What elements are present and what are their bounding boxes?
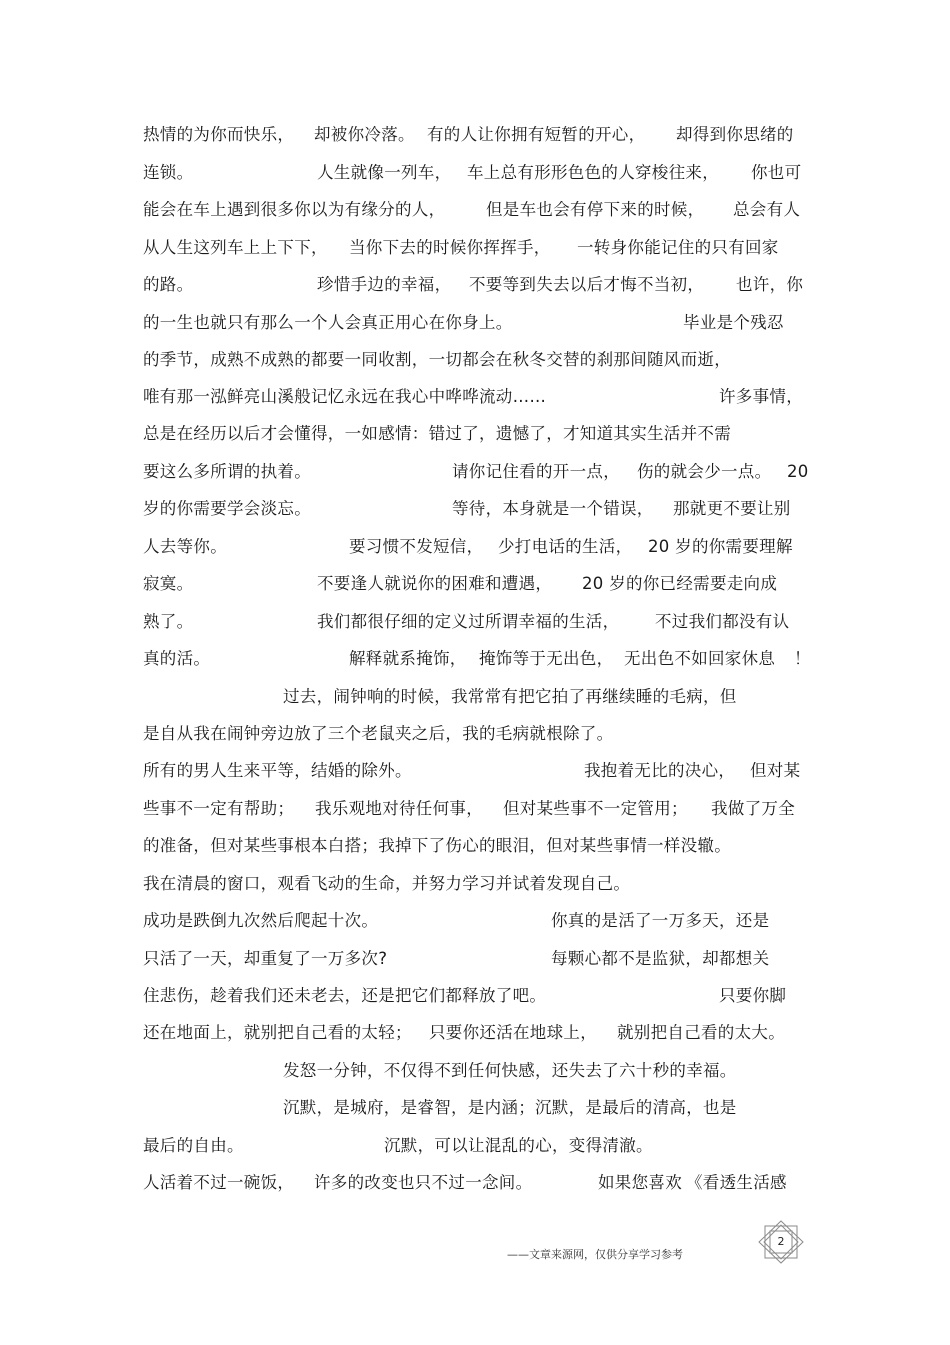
text-segment: 毕业是个残忍 bbox=[683, 313, 784, 332]
text-segment: 的季节，成熟不成熟的都要一同收割，一切都会在秋冬交替的刹那间随风而逝， bbox=[143, 350, 731, 369]
text-segment: 却被你冷落。 bbox=[314, 125, 415, 144]
text-line bbox=[0, 833, 950, 859]
text-segment: 车上总有形形色色的人穿梭往来， bbox=[467, 163, 719, 182]
text-segment: 沉默，可以让混乱的心，变得清澈。 bbox=[384, 1136, 653, 1155]
text-segment: 的准备，但对某些事根本白搭；我掉下了伤心的眼泪，但对某些事情一样没辙。 bbox=[143, 836, 731, 855]
text-segment: 从人生这列车上上下下， bbox=[143, 238, 328, 257]
text-line bbox=[0, 197, 950, 223]
text-segment: 最后的自由。 bbox=[143, 1136, 244, 1155]
text-segment: 唯有那一泓鲜亮山溪般记忆永远在我心中哗哗流动…… bbox=[143, 387, 547, 406]
text-segment: 总是在经历以后才会懂得，一如感情：错过了，遗憾了，才知道其实生活并不需 bbox=[143, 424, 731, 443]
text-segment: 伤的就会少一点。 bbox=[637, 462, 772, 481]
text-segment: 只要你脚 bbox=[719, 986, 787, 1005]
text-segment: 但是车也会有停下来的时候， bbox=[486, 200, 705, 219]
text-segment: 当你下去的时候你挥挥手， bbox=[349, 238, 551, 257]
text-segment: 不要等到失去以后才悔不当初， bbox=[469, 275, 705, 294]
text-segment: 等待，本身就是一个错误， bbox=[452, 499, 654, 518]
text-segment: 如果您喜欢 bbox=[598, 1173, 682, 1192]
text-segment: 20 岁的你需要理解 bbox=[648, 537, 793, 556]
text-segment: 你也可 bbox=[751, 163, 802, 182]
text-segment: 你真的是活了一万多天，还是 bbox=[551, 911, 770, 930]
text-segment: ！ bbox=[794, 649, 811, 668]
text-segment: 珍惜手边的幸福， bbox=[317, 275, 452, 294]
text-line bbox=[0, 160, 950, 186]
text-line bbox=[0, 871, 950, 897]
text-line bbox=[0, 1133, 950, 1159]
text-line bbox=[0, 235, 950, 261]
text-segment: 过去，闹钟响的时候，我常常有把它拍了再继续睡的毛病，但 bbox=[283, 687, 737, 706]
text-segment: 沉默，是城府，是睿智，是内涵；沉默，是最后的清高，也是 bbox=[283, 1098, 737, 1117]
text-line bbox=[0, 646, 950, 672]
text-segment: 我抱着无比的决心， bbox=[584, 761, 736, 780]
text-segment: 但对某 bbox=[750, 761, 801, 780]
text-line bbox=[0, 384, 950, 410]
text-line bbox=[0, 310, 950, 336]
text-line bbox=[0, 946, 950, 972]
text-segment: 解释就系掩饰， bbox=[349, 649, 467, 668]
text-segment: 《看透生活感 bbox=[686, 1173, 787, 1192]
text-line bbox=[0, 571, 950, 597]
text-segment: 许多的改变也只不过一念间。 bbox=[314, 1173, 533, 1192]
text-segment: 总会有人 bbox=[733, 200, 801, 219]
text-line bbox=[0, 721, 950, 747]
text-segment: 真的活。 bbox=[143, 649, 211, 668]
text-line bbox=[0, 496, 950, 522]
text-segment: 许多事情， bbox=[719, 387, 803, 406]
text-line bbox=[0, 796, 950, 822]
text-segment: 我在清晨的窗口，观看飞动的生命，并努力学习并试着发现自己。 bbox=[143, 874, 631, 893]
text-line bbox=[0, 122, 950, 148]
text-line bbox=[0, 347, 950, 373]
text-segment: 人去等你。 bbox=[143, 537, 227, 556]
text-segment: 20 bbox=[787, 462, 809, 481]
footer-note: ——文章来源网，仅供分享学习参考 bbox=[507, 1248, 683, 1261]
text-segment: 我乐观地对待任何事， bbox=[315, 799, 483, 818]
page-number: 2 bbox=[777, 1235, 785, 1248]
text-line bbox=[0, 908, 950, 934]
text-segment: 掩饰等于无出色， bbox=[479, 649, 614, 668]
text-segment: 的路。 bbox=[143, 275, 194, 294]
text-segment: 无出色不如回家休息 bbox=[624, 649, 776, 668]
text-segment: 每颗心都不是监狱，却都想关 bbox=[551, 949, 770, 968]
text-segment: 有的人让你拥有短暂的开心， bbox=[427, 125, 646, 144]
text-segment: 请你记住看的开一点， bbox=[452, 462, 620, 481]
text-segment: 些事不一定有帮助； bbox=[143, 799, 295, 818]
text-line bbox=[0, 1058, 950, 1084]
text-segment: 只要你还活在地球上， bbox=[429, 1023, 597, 1042]
text-segment: 却得到你思绪的 bbox=[676, 125, 794, 144]
text-line bbox=[0, 1020, 950, 1046]
text-segment: 岁的你需要学会淡忘。 bbox=[143, 499, 311, 518]
text-segment: 能会在车上遇到很多你以为有缘分的人， bbox=[143, 200, 446, 219]
text-segment: 少打电话的生活， bbox=[498, 537, 633, 556]
text-line bbox=[0, 421, 950, 447]
text-line bbox=[0, 758, 950, 784]
text-segment: 成功是跌倒九次然后爬起十次。 bbox=[143, 911, 379, 930]
text-segment: 热情的为你而快乐， bbox=[143, 125, 295, 144]
text-segment: 的一生也就只有那么一个人会真正用心在你身上。 bbox=[143, 313, 513, 332]
text-segment: 住悲伤，趁着我们还未老去，还是把它们都释放了吧。 bbox=[143, 986, 547, 1005]
text-segment: 但对某些事不一定管用； bbox=[503, 799, 688, 818]
text-segment: 不过我们都没有认 bbox=[655, 612, 790, 631]
text-segment: 我做了万全 bbox=[711, 799, 795, 818]
text-segment: 连锁。 bbox=[143, 163, 194, 182]
text-line bbox=[0, 272, 950, 298]
text-segment: 那就更不要让别 bbox=[673, 499, 791, 518]
text-segment: 一转身你能记住的只有回家 bbox=[577, 238, 779, 257]
text-segment: 还在地面上，就别把自己看的太轻； bbox=[143, 1023, 412, 1042]
text-segment: 寂寞。 bbox=[143, 574, 194, 593]
text-segment: 也许，你 bbox=[736, 275, 804, 294]
text-line bbox=[0, 459, 950, 485]
text-segment: 要习惯不发短信， bbox=[349, 537, 484, 556]
text-line bbox=[0, 983, 950, 1009]
text-segment: 不要逢人就说你的困难和遭遇， bbox=[317, 574, 553, 593]
text-segment: 所有的男人生来平等，结婚的除外。 bbox=[143, 761, 412, 780]
page-number-badge bbox=[757, 1220, 805, 1264]
text-segment: 20 岁的你已经需要走向成 bbox=[582, 574, 778, 593]
text-segment: 我们都很仔细的定义过所谓幸福的生活， bbox=[317, 612, 620, 631]
text-segment: 熟了。 bbox=[143, 612, 194, 631]
text-segment: 就别把自己看的太大。 bbox=[617, 1023, 785, 1042]
text-line bbox=[0, 684, 950, 710]
text-line bbox=[0, 1095, 950, 1121]
text-line bbox=[0, 609, 950, 635]
text-line bbox=[0, 534, 950, 560]
text-segment: 发怒一分钟，不仅得不到任何快感，还失去了六十秒的幸福。 bbox=[283, 1061, 737, 1080]
text-segment: 只活了一天，却重复了一万多次? bbox=[143, 949, 388, 968]
text-segment: 人生就像一列车， bbox=[317, 163, 452, 182]
text-line bbox=[0, 1170, 950, 1196]
text-segment: 是自从我在闹钟旁边放了三个老鼠夹之后，我的毛病就根除了。 bbox=[143, 724, 614, 743]
text-segment: 人活着不过一碗饭， bbox=[143, 1173, 295, 1192]
text-segment: 要这么多所谓的执着。 bbox=[143, 462, 311, 481]
